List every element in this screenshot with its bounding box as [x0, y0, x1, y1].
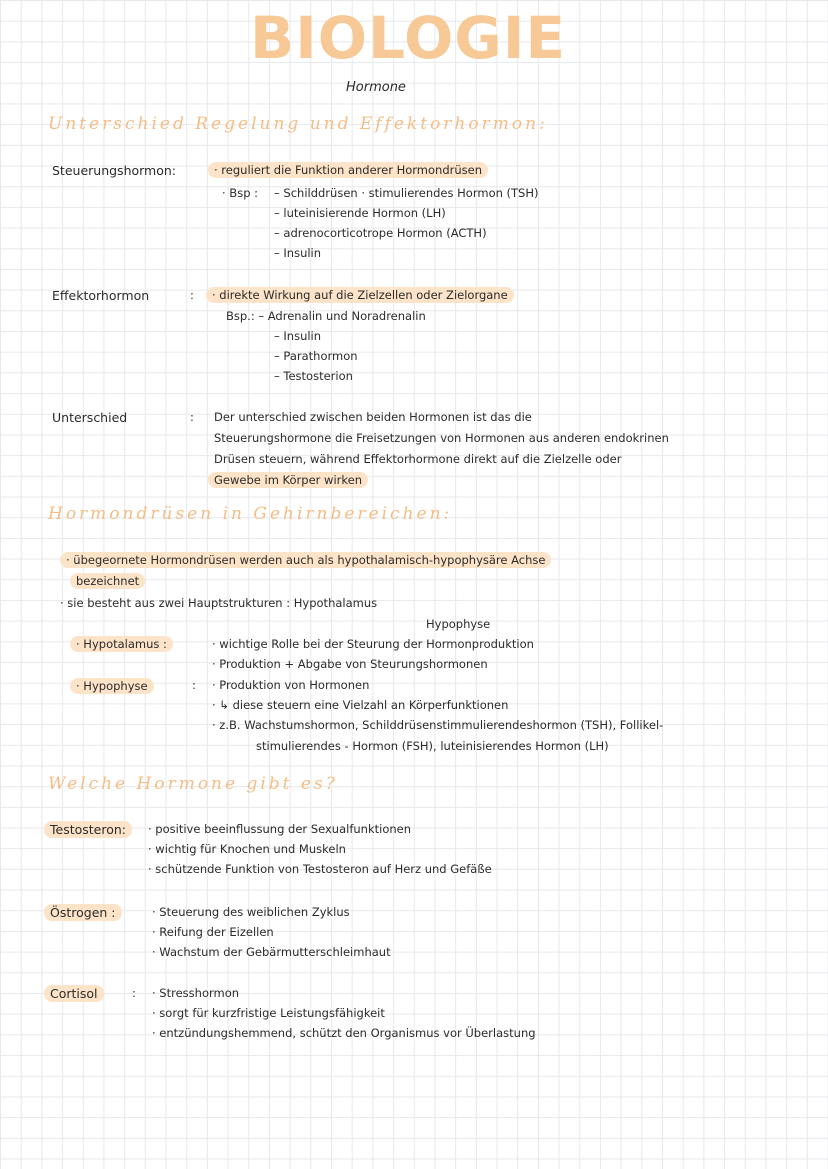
steuerung-definition: · reguliert die Funktion anderer Hormondrüsen	[208, 162, 488, 178]
label-cortisol: Cortisol	[44, 985, 104, 1002]
steuerung-item: – Insulin	[274, 246, 322, 260]
testosteron-item: · positive beeinflussung der Sexualfunktionen	[148, 822, 412, 836]
unterschied-line: Steuerungshormone die Freisetzungen von Hormonen aus anderen endokrinen	[214, 431, 669, 445]
page-subtitle: Hormone	[346, 80, 406, 95]
effektor-item: – Testosterion	[274, 369, 353, 383]
steuerung-item: – luteinisierende Hormon (LH)	[274, 206, 446, 220]
cortisol-item: · entzündungshemmend, schützt den Organismus vor Überlastung	[152, 1026, 536, 1040]
label-testosteron: Testosteron:	[44, 821, 132, 838]
effektor-definition: · direkte Wirkung auf die Zielzellen oder Zielorgane	[206, 287, 514, 303]
section-heading-hormondruesen: Hormondrüsen in Gehirnbereichen:	[48, 504, 453, 524]
label-effektorhormon: Effektorhormon	[52, 288, 150, 303]
hormondruesen-line: · sie besteht aus zwei Hauptstrukturen : Hypothalamus	[60, 596, 378, 610]
hormondruesen-line: bezeichnet	[70, 573, 145, 589]
unterschied-line: Drüsen steuern, während Effektorhormone direkt auf die Zielzelle oder	[214, 452, 622, 466]
steuerung-item: – Schilddrüsen · stimulierendes Hormon (TSH)	[274, 186, 539, 200]
effektor-colon: :	[190, 288, 194, 302]
hypophyse-item: · Produktion von Hormonen	[212, 678, 370, 692]
label-steuerungshormon: Steuerungshormon:	[52, 163, 177, 178]
effektor-item: – Insulin	[274, 329, 322, 343]
testosteron-item: · schützende Funktion von Testosteron auf Herz und Gefäße	[148, 862, 492, 876]
oestrogen-item: · Wachstum der Gebärmutterschleimhaut	[152, 945, 391, 959]
testosteron-item: · wichtig für Knochen und Muskeln	[148, 842, 346, 856]
hormondruesen-hypophyse: Hypophyse	[426, 617, 491, 631]
cortisol-colon: :	[132, 986, 136, 1000]
effektor-item: – Parathormon	[274, 349, 358, 363]
steuerung-item: – adrenocorticotrope Hormon (ACTH)	[274, 226, 487, 240]
section-heading-welche-hormone: Welche Hormone gibt es?	[48, 774, 338, 794]
hypophyse-item: · z.B. Wachstumshormon, Schilddrüsenstimmulierendeshormon (TSH), Follikel-	[212, 718, 664, 732]
hypotalamus-item: · wichtige Rolle bei der Steurung der Hormonproduktion	[212, 637, 534, 651]
hypophyse-colon: :	[192, 678, 196, 692]
label-hypotalamus: · Hypotalamus :	[70, 636, 173, 652]
unterschied-line: Der unterschied zwischen beiden Hormonen ist das die	[214, 410, 532, 424]
hypophyse-item: stimulierendes - Hormon (FSH), luteinisierendes Hormon (LH)	[256, 739, 609, 753]
label-hypophyse: · Hypophyse	[70, 678, 154, 694]
hypotalamus-item: · Produktion + Abgabe von Steurungshormonen	[212, 657, 488, 671]
oestrogen-item: · Reifung der Eizellen	[152, 925, 274, 939]
unterschied-line: Gewebe im Körper wirken	[208, 472, 368, 488]
hypophyse-item: · ↳ diese steuern eine Vielzahl an Körperfunktionen	[212, 698, 509, 712]
section-heading-unterschied: Unterschied Regelung und Effektorhormon:	[48, 114, 548, 134]
label-unterschied: Unterschied	[52, 410, 128, 425]
oestrogen-item: · Steuerung des weiblichen Zyklus	[152, 905, 350, 919]
cortisol-item: · Stresshormon	[152, 986, 240, 1000]
label-oestrogen: Östrogen :	[44, 904, 122, 921]
effektor-bsp-line: Bsp.: – Adrenalin und Noradrenalin	[226, 309, 426, 323]
page-title: BIOLOGIE	[250, 4, 567, 72]
unterschied-colon: :	[190, 410, 194, 424]
cortisol-item: · sorgt für kurzfristige Leistungsfähigkeit	[152, 1006, 385, 1020]
steuerung-bsp-label: · Bsp :	[222, 186, 259, 200]
hormondruesen-line: · übegeornete Hormondrüsen werden auch als hypothalamisch-hypophysäre Achse	[60, 552, 551, 568]
